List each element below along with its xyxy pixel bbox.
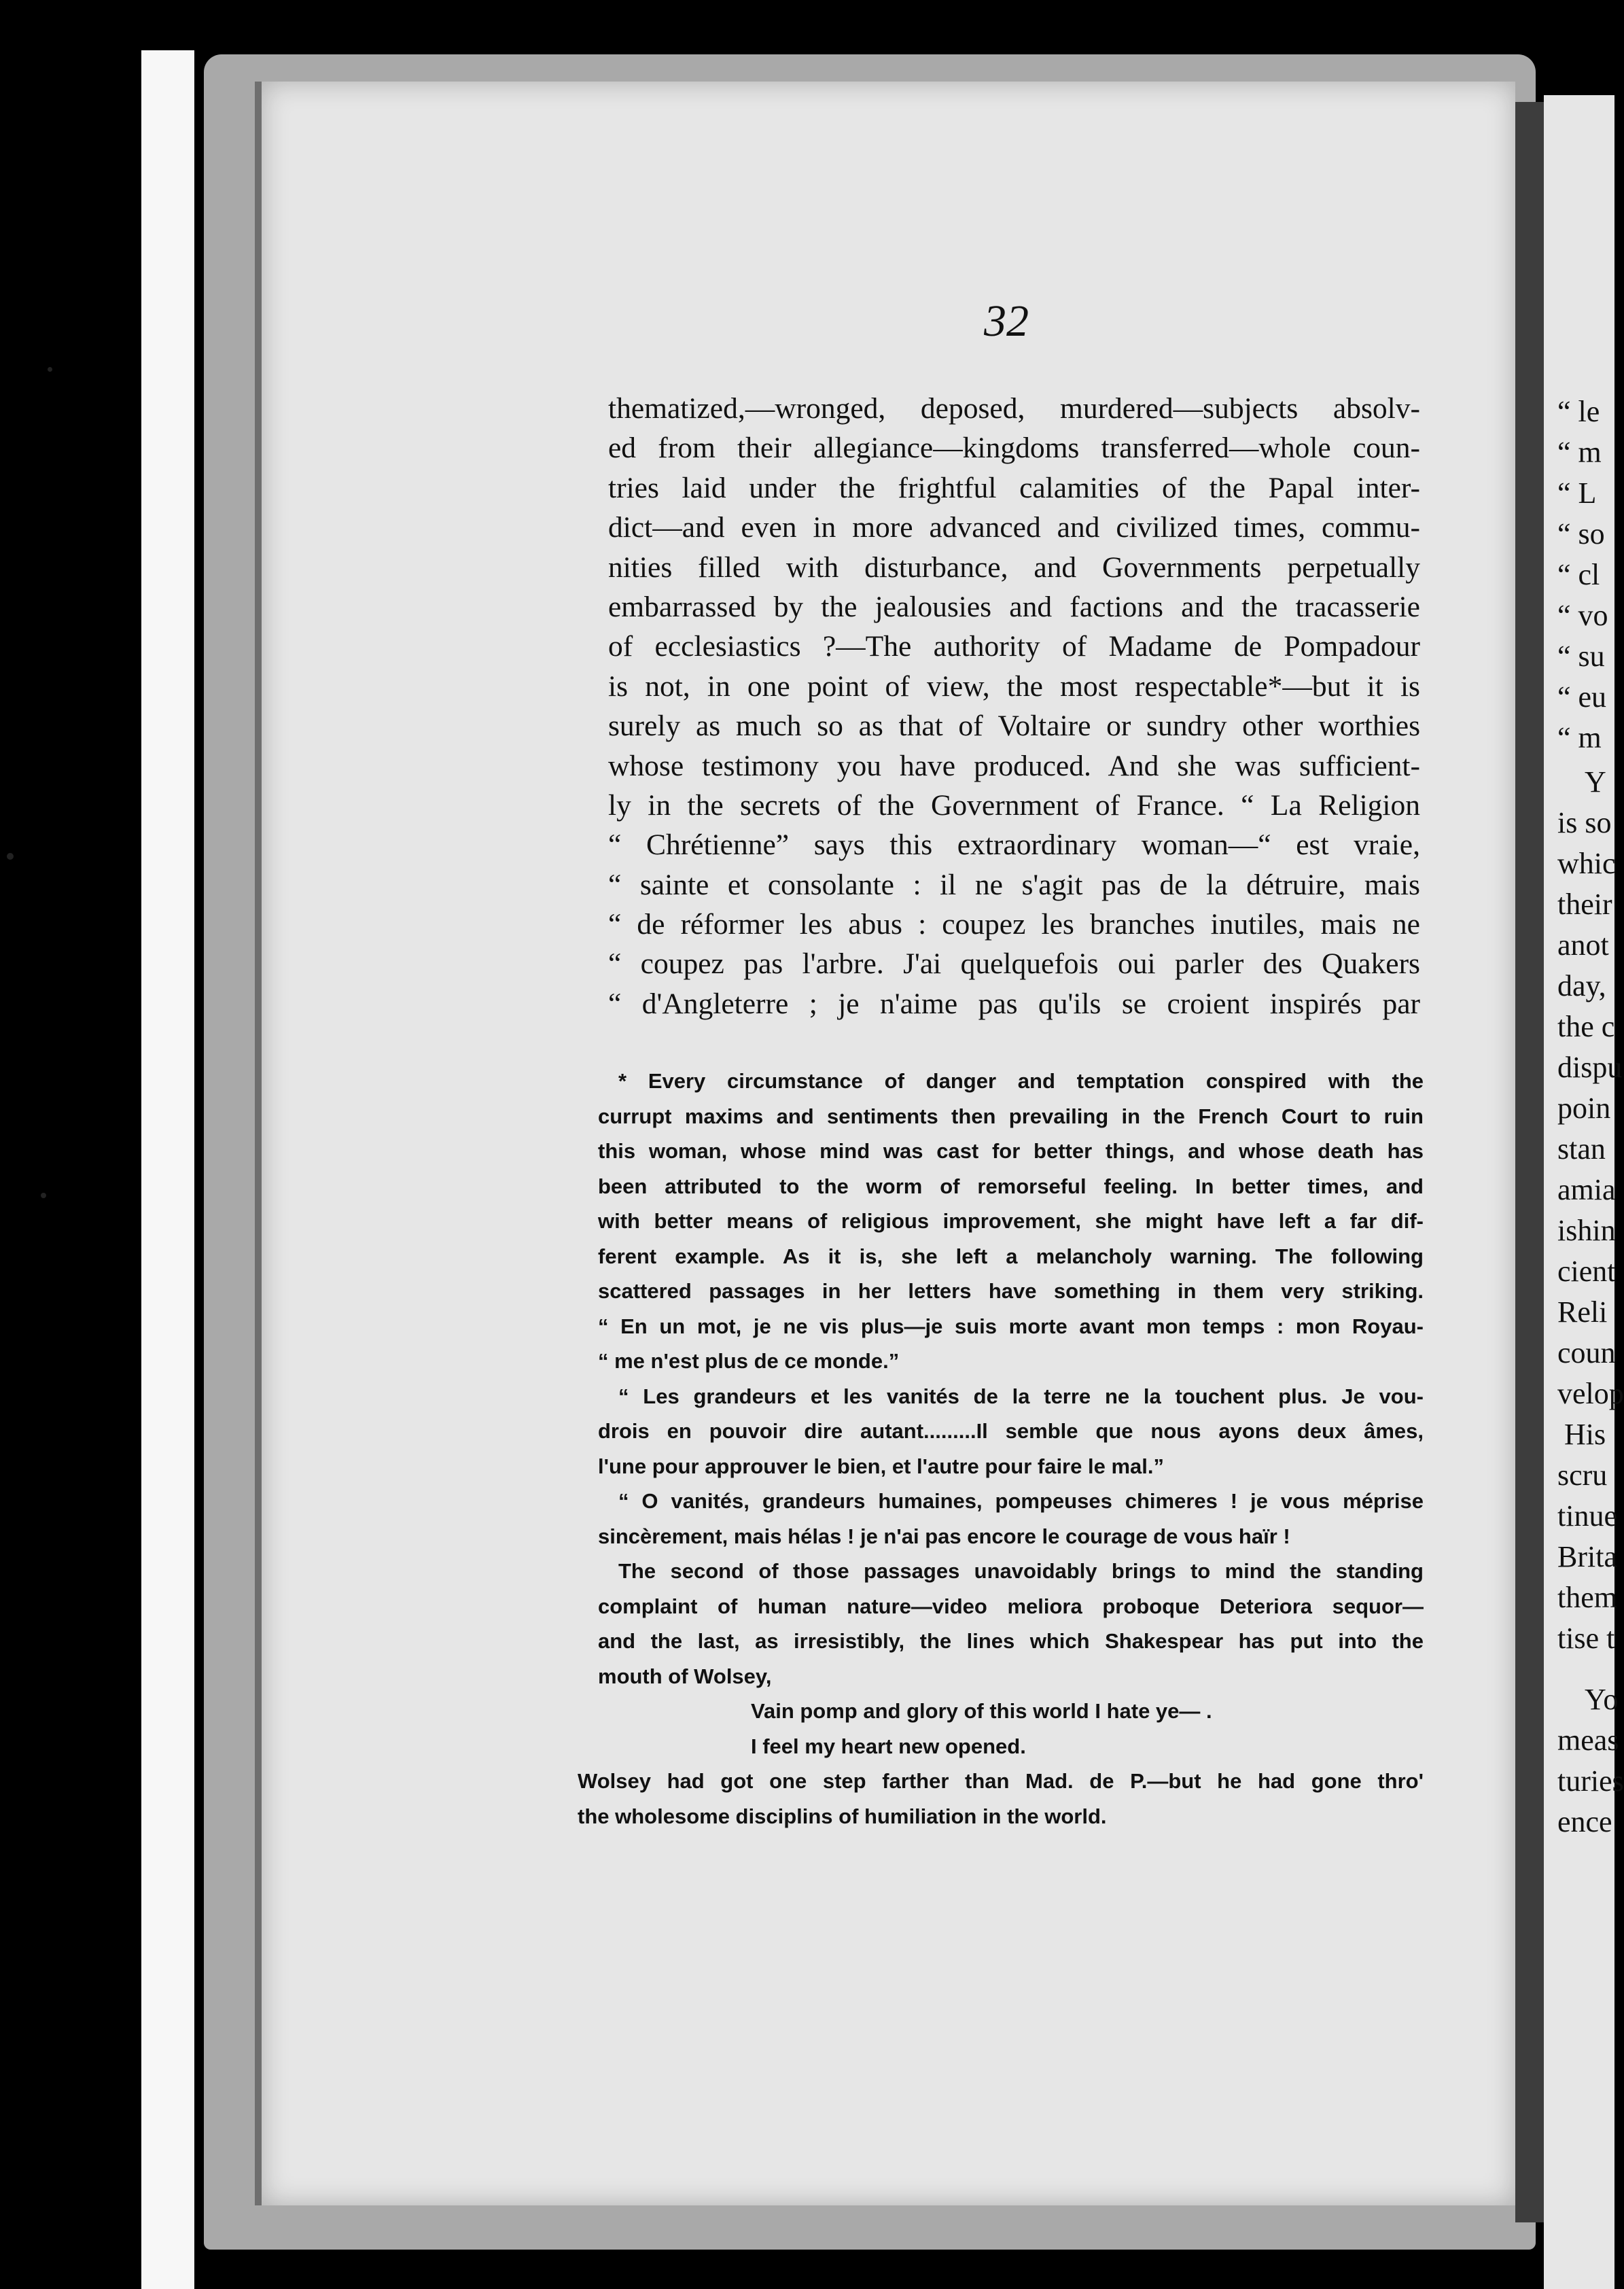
text-line: is not, in one point of view, the most respectable*—but it is [608,669,1420,703]
text-line: “ d'Angleterre ; je n'aime pas qu'ils se croient inspirés par [608,987,1420,1020]
facing-page-line: tise t [1557,1622,1615,1655]
footnote-line: ferent example. As it is, she left a melancholy warning. The following [598,1244,1424,1268]
text-line: whose testimony you have produced. And she was sufficient- [608,749,1420,782]
facing-page-line: tinue [1557,1499,1617,1533]
facing-page-line: “ m [1557,721,1602,754]
facing-page-line: their [1557,888,1612,921]
facing-page-line: “ so [1557,517,1605,551]
footnote-line: “ O vanités, grandeurs humaines, pompeuses chimeres ! je vous méprise [618,1489,1424,1513]
facing-page-line: “ cl [1557,558,1600,591]
facing-page-line: poin [1557,1091,1611,1125]
facing-page-line: meas [1557,1724,1619,1757]
footnote-line: currupt maxims and sentiments then prevailing in the French Court to ruin [598,1104,1424,1128]
facing-page [1544,95,1624,2289]
text-line: surely as much so as that of Voltaire or sundry other worthies [608,710,1420,743]
footnote-line: with better means of religious improvement, she might have left a far dif- [598,1209,1424,1233]
footnote-line: “ En un mot, je ne vis plus—je suis morte avant mon temps : mon Royau- [598,1314,1424,1338]
scanner-margin [141,50,194,2289]
footnote-line: complaint of human nature—video meliora proboque Deteriora sequor— [598,1594,1424,1618]
text-line: “ sainte et consolante : il ne s'agit pas de la détruire, mais [608,868,1420,901]
verse-line: Vain pomp and glory of this world I hate ye— . [751,1699,1212,1723]
footnote-line: Wolsey had got one step farther than Mad. de P.—but he had gone thro' [578,1769,1424,1793]
footnote-line: The second of those passages unavoidably brings to mind the standing [618,1559,1424,1583]
text-line: ed from their allegiance—kingdoms transferred—whole coun- [608,432,1420,465]
facing-page-line: cient [1557,1255,1616,1288]
footnote-line: this woman, whose mind was cast for better things, and whose death has [598,1139,1424,1163]
text-line: “ de réformer les abus : coupez les branches inutiles, mais ne [608,908,1420,941]
verse-line: I feel my heart new opened. [751,1734,1026,1758]
footnote-line: “ Les grandeurs et les vanités de la terre ne la touchent plus. Je vou- [618,1384,1424,1408]
facing-page-line: whic [1557,847,1616,880]
facing-page-line: scru [1557,1458,1608,1492]
text-line: embarrassed by the jealousies and factions and the tracasserie [608,590,1420,623]
facing-page-line: “ vo [1557,599,1608,632]
facing-page-line: day, [1557,969,1606,1002]
facing-page-line: anot [1557,928,1609,962]
footnote-line: l'une pour approuver le bien, et l'autre pour faire le mal.” [598,1454,1164,1478]
footnote-line: “ me n'est plus de ce monde.” [598,1349,900,1373]
facing-page-line: His [1564,1418,1606,1451]
facing-page-line: is so [1557,806,1612,839]
book-gutter [1515,102,1544,2222]
scan-speck [41,1193,46,1198]
facing-page-line: velop [1557,1377,1624,1410]
footnote-line: drois en pouvoir dire autant.........Il semble que nous ayons deux âmes, [598,1419,1424,1443]
scan-speck [48,367,52,372]
facing-page-line: Reli [1557,1295,1608,1329]
scan-speck [7,853,14,860]
text-line: tries laid under the frightful calamities of the Papal inter- [608,471,1420,504]
facing-page-line: coun [1557,1336,1616,1369]
facing-page-line: amia [1557,1173,1616,1206]
text-line: nities filled with disturbance, and Governments perpetually [608,551,1420,584]
facing-page-line: stan [1557,1132,1606,1166]
facing-page-line: “ eu [1557,680,1607,714]
facing-page-line: them [1557,1581,1617,1614]
main-text [608,389,1420,1024]
facing-page-line: dispu [1557,1051,1623,1084]
text-line: ly in the secrets of the Government of France. “ La Religion [608,788,1420,822]
facing-page-line: ence [1557,1805,1612,1838]
footnote-line: scattered passages in her letters have something in them very striking. [598,1279,1424,1303]
footnote-line: mouth of Wolsey, [598,1664,772,1688]
facing-page-line: turies [1557,1764,1624,1798]
facing-page-line: “ m [1557,436,1602,469]
text-line: thematized,—wronged, deposed, murdered—subjects absolv- [608,392,1420,425]
footnote-line: * Every circumstance of danger and temptation conspired with the [618,1069,1424,1093]
text-line: “ coupez pas l'arbre. J'ai quelquefois oui parler des Quakers [608,947,1420,981]
facing-page-line: “ L [1557,476,1597,510]
footnote-line: and the last, as irresistibly, the lines which Shakespear has put into the [598,1629,1424,1653]
page-number: 32 [984,296,1029,346]
facing-page-line: “ le [1557,395,1600,428]
text-line: of ecclesiastics ?—The authority of Madame de Pompadour [608,630,1420,663]
facing-page-line: ishin [1557,1214,1616,1247]
facing-page-line: “ su [1557,640,1605,673]
facing-page-line: Brita [1557,1540,1617,1573]
footnote-line: been attributed to the worm of remorseful feeling. In better times, and [598,1174,1424,1198]
text-line: dict—and even in more advanced and civilized times, commu- [608,511,1420,544]
footnote [578,1064,1424,1834]
facing-page-line: Yo [1585,1683,1619,1716]
footnote-line: sincèrement, mais hélas ! je n'ai pas encore le courage de vous haïr ! [598,1524,1290,1548]
footnote-line: the wholesome disciplins of humiliation in the world. [578,1804,1107,1828]
facing-page-line: the c [1557,1010,1615,1043]
facing-page-line: Y [1585,765,1606,799]
text-line: “ Chrétienne” says this extraordinary woman—“ est vraie, [608,828,1420,862]
